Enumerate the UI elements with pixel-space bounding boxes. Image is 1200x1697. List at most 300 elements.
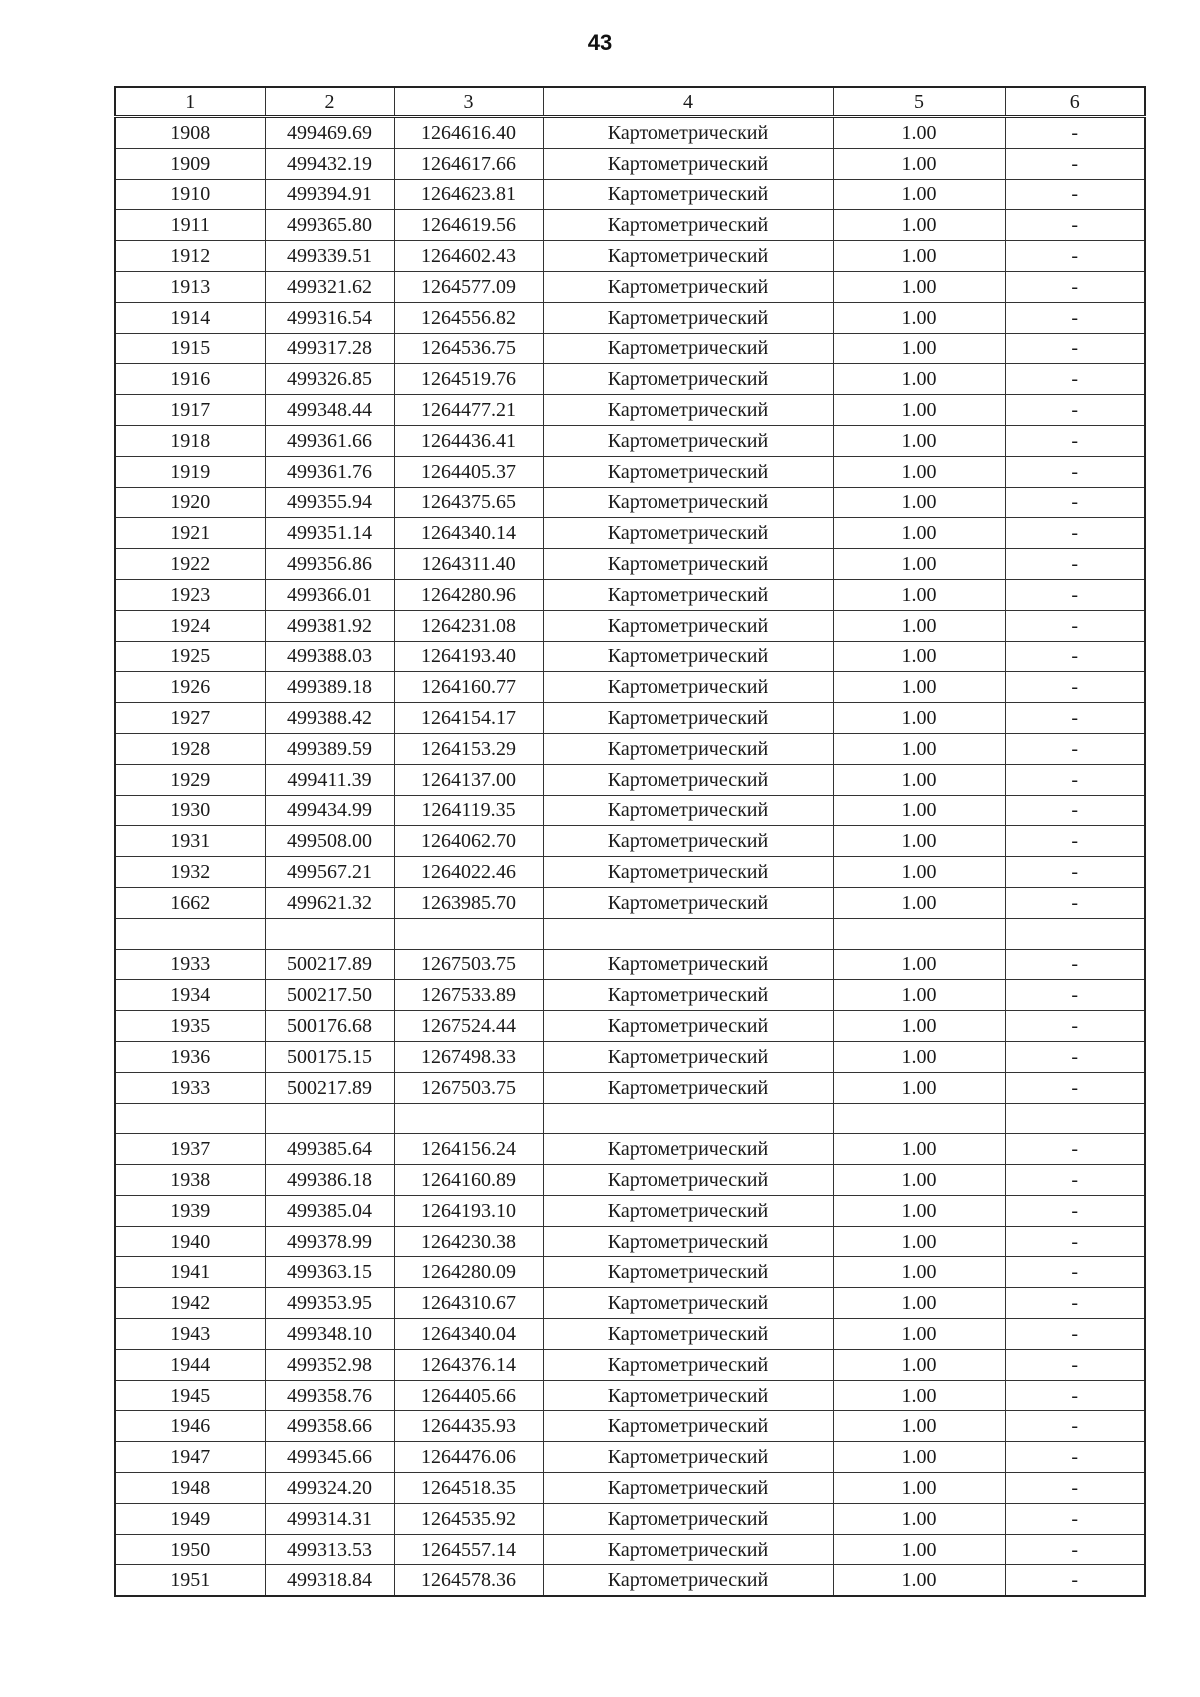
table-row	[115, 1503, 1145, 1534]
y-coordinate-cell	[394, 1103, 543, 1134]
method-cell: Картометрический	[543, 1134, 833, 1165]
accuracy-cell: 1.00	[833, 826, 1005, 857]
table-row	[115, 764, 1145, 795]
point-number-cell: 1924	[115, 610, 265, 641]
point-number-cell: 1946	[115, 1411, 265, 1442]
method-cell: Картометрический	[543, 826, 833, 857]
method-cell: Картометрический	[543, 395, 833, 426]
method-cell: Картометрический	[543, 1411, 833, 1442]
method-cell: Картометрический	[543, 1534, 833, 1565]
table-row	[115, 1534, 1145, 1565]
accuracy-cell: 1.00	[833, 179, 1005, 210]
x-coordinate-cell: 499339.51	[265, 241, 394, 272]
y-coordinate-cell: 1264153.29	[394, 733, 543, 764]
method-cell: Картометрический	[543, 179, 833, 210]
accuracy-cell: 1.00	[833, 795, 1005, 826]
description-cell: -	[1005, 1319, 1145, 1350]
table-row	[115, 641, 1145, 672]
x-coordinate-cell: 499389.18	[265, 672, 394, 703]
description-cell: -	[1005, 425, 1145, 456]
description-cell: -	[1005, 579, 1145, 610]
method-cell: Картометрический	[543, 672, 833, 703]
description-cell: -	[1005, 148, 1145, 179]
x-coordinate-cell: 499434.99	[265, 795, 394, 826]
y-coordinate-cell: 1264435.93	[394, 1411, 543, 1442]
x-coordinate-cell: 499345.66	[265, 1442, 394, 1473]
accuracy-cell: 1.00	[833, 302, 1005, 333]
table-row	[115, 1473, 1145, 1504]
x-coordinate-cell: 500176.68	[265, 1011, 394, 1042]
x-coordinate-cell: 499386.18	[265, 1165, 394, 1196]
description-cell: -	[1005, 549, 1145, 580]
accuracy-cell: 1.00	[833, 425, 1005, 456]
y-coordinate-cell: 1264137.00	[394, 764, 543, 795]
method-cell: Картометрический	[543, 148, 833, 179]
table-row	[115, 826, 1145, 857]
x-coordinate-cell: 499358.66	[265, 1411, 394, 1442]
table-row	[115, 949, 1145, 980]
accuracy-cell: 1.00	[833, 703, 1005, 734]
point-number-cell: 1947	[115, 1442, 265, 1473]
point-number-cell: 1938	[115, 1165, 265, 1196]
table-row	[115, 1319, 1145, 1350]
y-coordinate-cell: 1264376.14	[394, 1349, 543, 1380]
table-row	[115, 1195, 1145, 1226]
x-coordinate-cell: 499318.84	[265, 1565, 394, 1596]
accuracy-cell: 1.00	[833, 1534, 1005, 1565]
description-cell: -	[1005, 641, 1145, 672]
x-coordinate-cell: 499366.01	[265, 579, 394, 610]
method-cell: Картометрический	[543, 549, 833, 580]
x-coordinate-cell: 499365.80	[265, 210, 394, 241]
accuracy-cell: 1.00	[833, 333, 1005, 364]
accuracy-cell: 1.00	[833, 1319, 1005, 1350]
description-cell	[1005, 1103, 1145, 1134]
accuracy-cell: 1.00	[833, 148, 1005, 179]
y-coordinate-cell: 1264536.75	[394, 333, 543, 364]
point-number-cell: 1918	[115, 425, 265, 456]
table-row	[115, 364, 1145, 395]
accuracy-cell: 1.00	[833, 980, 1005, 1011]
accuracy-cell: 1.00	[833, 672, 1005, 703]
method-cell: Картометрический	[543, 1011, 833, 1042]
x-coordinate-cell: 499378.99	[265, 1226, 394, 1257]
point-number-cell: 1917	[115, 395, 265, 426]
y-coordinate-cell: 1264193.40	[394, 641, 543, 672]
method-cell: Картометрический	[543, 1380, 833, 1411]
description-cell: -	[1005, 1165, 1145, 1196]
accuracy-cell: 1.00	[833, 1411, 1005, 1442]
method-cell: Картометрический	[543, 456, 833, 487]
accuracy-cell: 1.00	[833, 210, 1005, 241]
x-coordinate-cell: 499356.86	[265, 549, 394, 580]
method-cell: Картометрический	[543, 487, 833, 518]
y-coordinate-cell: 1264340.14	[394, 518, 543, 549]
x-coordinate-cell: 499361.66	[265, 425, 394, 456]
y-coordinate-cell: 1264230.38	[394, 1226, 543, 1257]
accuracy-cell: 1.00	[833, 949, 1005, 980]
accuracy-cell: 1.00	[833, 1442, 1005, 1473]
point-number-cell: 1936	[115, 1041, 265, 1072]
accuracy-cell: 1.00	[833, 1288, 1005, 1319]
y-coordinate-cell: 1264556.82	[394, 302, 543, 333]
description-cell: -	[1005, 1195, 1145, 1226]
y-coordinate-cell: 1264619.56	[394, 210, 543, 241]
method-cell: Картометрический	[543, 579, 833, 610]
x-coordinate-cell: 499389.59	[265, 733, 394, 764]
method-cell: Картометрический	[543, 1072, 833, 1103]
table-row	[115, 1134, 1145, 1165]
description-cell: -	[1005, 703, 1145, 734]
description-cell	[1005, 918, 1145, 949]
method-cell: Картометрический	[543, 1226, 833, 1257]
method-cell: Картометрический	[543, 333, 833, 364]
x-coordinate-cell: 499411.39	[265, 764, 394, 795]
column-header: 3	[394, 87, 543, 117]
point-number-cell: 1928	[115, 733, 265, 764]
accuracy-cell: 1.00	[833, 1165, 1005, 1196]
accuracy-cell: 1.00	[833, 1011, 1005, 1042]
point-number-cell: 1916	[115, 364, 265, 395]
point-number-cell	[115, 918, 265, 949]
point-number-cell: 1934	[115, 980, 265, 1011]
table-row	[115, 302, 1145, 333]
description-cell: -	[1005, 1288, 1145, 1319]
method-cell: Картометрический	[543, 364, 833, 395]
point-number-cell: 1919	[115, 456, 265, 487]
y-coordinate-cell: 1264280.09	[394, 1257, 543, 1288]
y-coordinate-cell: 1264156.24	[394, 1134, 543, 1165]
point-number-cell: 1930	[115, 795, 265, 826]
method-cell: Картометрический	[543, 1473, 833, 1504]
accuracy-cell: 1.00	[833, 487, 1005, 518]
x-coordinate-cell: 499388.42	[265, 703, 394, 734]
table-row	[115, 1165, 1145, 1196]
accuracy-cell: 1.00	[833, 610, 1005, 641]
method-cell: Картометрический	[543, 117, 833, 149]
x-coordinate-cell: 500175.15	[265, 1041, 394, 1072]
table-row	[115, 456, 1145, 487]
description-cell: -	[1005, 826, 1145, 857]
method-cell: Картометрический	[543, 1565, 833, 1596]
y-coordinate-cell: 1264616.40	[394, 117, 543, 149]
x-coordinate-cell: 499353.95	[265, 1288, 394, 1319]
point-number-cell: 1922	[115, 549, 265, 580]
y-coordinate-cell: 1264311.40	[394, 549, 543, 580]
table-row	[115, 1011, 1145, 1042]
x-coordinate-cell: 499355.94	[265, 487, 394, 518]
point-number-cell: 1908	[115, 117, 265, 149]
y-coordinate-cell: 1267498.33	[394, 1041, 543, 1072]
description-cell: -	[1005, 395, 1145, 426]
point-number-cell: 1931	[115, 826, 265, 857]
y-coordinate-cell: 1264280.96	[394, 579, 543, 610]
table-row	[115, 703, 1145, 734]
point-number-cell: 1911	[115, 210, 265, 241]
table-row	[115, 610, 1145, 641]
table-row	[115, 795, 1145, 826]
description-cell: -	[1005, 487, 1145, 518]
point-number-cell	[115, 1103, 265, 1134]
point-number-cell: 1937	[115, 1134, 265, 1165]
table-row	[115, 1380, 1145, 1411]
y-coordinate-cell: 1264405.66	[394, 1380, 543, 1411]
accuracy-cell: 1.00	[833, 456, 1005, 487]
y-coordinate-cell: 1267503.75	[394, 949, 543, 980]
point-number-cell: 1920	[115, 487, 265, 518]
method-cell: Картометрический	[543, 764, 833, 795]
description-cell: -	[1005, 117, 1145, 149]
x-coordinate-cell: 499621.32	[265, 887, 394, 918]
y-coordinate-cell: 1267503.75	[394, 1072, 543, 1103]
description-cell: -	[1005, 1257, 1145, 1288]
description-cell: -	[1005, 1473, 1145, 1504]
point-number-cell: 1940	[115, 1226, 265, 1257]
y-coordinate-cell: 1263985.70	[394, 887, 543, 918]
description-cell: -	[1005, 518, 1145, 549]
accuracy-cell: 1.00	[833, 733, 1005, 764]
description-cell: -	[1005, 1442, 1145, 1473]
point-number-cell: 1935	[115, 1011, 265, 1042]
table-row	[115, 1072, 1145, 1103]
y-coordinate-cell	[394, 918, 543, 949]
method-cell: Картометрический	[543, 241, 833, 272]
x-coordinate-cell: 499361.76	[265, 456, 394, 487]
description-cell: -	[1005, 179, 1145, 210]
accuracy-cell: 1.00	[833, 1503, 1005, 1534]
point-number-cell: 1932	[115, 857, 265, 888]
column-header: 4	[543, 87, 833, 117]
column-header: 2	[265, 87, 394, 117]
y-coordinate-cell: 1264160.77	[394, 672, 543, 703]
y-coordinate-cell: 1264310.67	[394, 1288, 543, 1319]
description-cell: -	[1005, 672, 1145, 703]
y-coordinate-cell: 1264193.10	[394, 1195, 543, 1226]
accuracy-cell: 1.00	[833, 857, 1005, 888]
table-row	[115, 672, 1145, 703]
y-coordinate-cell: 1264405.37	[394, 456, 543, 487]
x-coordinate-cell: 499352.98	[265, 1349, 394, 1380]
x-coordinate-cell	[265, 918, 394, 949]
table-row	[115, 1411, 1145, 1442]
accuracy-cell: 1.00	[833, 1072, 1005, 1103]
x-coordinate-cell	[265, 1103, 394, 1134]
table-row	[115, 271, 1145, 302]
accuracy-cell: 1.00	[833, 579, 1005, 610]
description-cell: -	[1005, 333, 1145, 364]
description-cell: -	[1005, 1011, 1145, 1042]
y-coordinate-cell: 1267533.89	[394, 980, 543, 1011]
description-cell: -	[1005, 764, 1145, 795]
x-coordinate-cell: 499469.69	[265, 117, 394, 149]
y-coordinate-cell: 1264231.08	[394, 610, 543, 641]
accuracy-cell: 1.00	[833, 1195, 1005, 1226]
accuracy-cell: 1.00	[833, 1257, 1005, 1288]
table-row	[115, 241, 1145, 272]
x-coordinate-cell: 499317.28	[265, 333, 394, 364]
x-coordinate-cell: 499394.91	[265, 179, 394, 210]
method-cell: Картометрический	[543, 1503, 833, 1534]
accuracy-cell: 1.00	[833, 518, 1005, 549]
method-cell: Картометрический	[543, 1442, 833, 1473]
x-coordinate-cell: 500217.89	[265, 1072, 394, 1103]
y-coordinate-cell: 1264577.09	[394, 271, 543, 302]
method-cell	[543, 1103, 833, 1134]
accuracy-cell: 1.00	[833, 271, 1005, 302]
point-number-cell: 1939	[115, 1195, 265, 1226]
point-number-cell: 1941	[115, 1257, 265, 1288]
table-row	[115, 1442, 1145, 1473]
accuracy-cell: 1.00	[833, 1349, 1005, 1380]
method-cell: Картометрический	[543, 1195, 833, 1226]
table-separator-row	[115, 918, 1145, 949]
table-row	[115, 487, 1145, 518]
x-coordinate-cell: 499432.19	[265, 148, 394, 179]
column-header: 5	[833, 87, 1005, 117]
point-number-cell: 1950	[115, 1534, 265, 1565]
method-cell: Картометрический	[543, 1041, 833, 1072]
method-cell: Картометрический	[543, 795, 833, 826]
description-cell: -	[1005, 1134, 1145, 1165]
x-coordinate-cell: 499326.85	[265, 364, 394, 395]
method-cell: Картометрический	[543, 857, 833, 888]
method-cell: Картометрический	[543, 980, 833, 1011]
y-coordinate-cell: 1264436.41	[394, 425, 543, 456]
coordinates-table	[114, 86, 1146, 1597]
point-number-cell: 1944	[115, 1349, 265, 1380]
description-cell: -	[1005, 1565, 1145, 1596]
y-coordinate-cell: 1264557.14	[394, 1534, 543, 1565]
table-row	[115, 1288, 1145, 1319]
description-cell: -	[1005, 610, 1145, 641]
description-cell: -	[1005, 980, 1145, 1011]
x-coordinate-cell: 499348.10	[265, 1319, 394, 1350]
y-coordinate-cell: 1264119.35	[394, 795, 543, 826]
accuracy-cell: 1.00	[833, 887, 1005, 918]
description-cell: -	[1005, 1041, 1145, 1072]
table-row	[115, 1041, 1145, 1072]
table-row	[115, 179, 1145, 210]
x-coordinate-cell: 499388.03	[265, 641, 394, 672]
y-coordinate-cell: 1264154.17	[394, 703, 543, 734]
method-cell: Картометрический	[543, 1349, 833, 1380]
accuracy-cell: 1.00	[833, 241, 1005, 272]
point-number-cell: 1925	[115, 641, 265, 672]
point-number-cell: 1945	[115, 1380, 265, 1411]
point-number-cell: 1948	[115, 1473, 265, 1504]
point-number-cell: 1933	[115, 949, 265, 980]
table-row	[115, 733, 1145, 764]
x-coordinate-cell: 499324.20	[265, 1473, 394, 1504]
y-coordinate-cell: 1264519.76	[394, 364, 543, 395]
description-cell: -	[1005, 887, 1145, 918]
description-cell: -	[1005, 1411, 1145, 1442]
page-number: 43	[587, 30, 613, 55]
method-cell: Картометрический	[543, 302, 833, 333]
y-coordinate-cell: 1264375.65	[394, 487, 543, 518]
accuracy-cell: 1.00	[833, 1226, 1005, 1257]
description-cell: -	[1005, 1534, 1145, 1565]
x-coordinate-cell: 499351.14	[265, 518, 394, 549]
description-cell: -	[1005, 456, 1145, 487]
method-cell: Картометрический	[543, 1319, 833, 1350]
x-coordinate-cell: 499567.21	[265, 857, 394, 888]
point-number-cell: 1910	[115, 179, 265, 210]
x-coordinate-cell: 499385.04	[265, 1195, 394, 1226]
y-coordinate-cell: 1264617.66	[394, 148, 543, 179]
x-coordinate-cell: 500217.89	[265, 949, 394, 980]
point-number-cell: 1913	[115, 271, 265, 302]
point-number-cell: 1926	[115, 672, 265, 703]
table-body	[115, 87, 1145, 1596]
method-cell: Картометрический	[543, 1257, 833, 1288]
method-cell: Картометрический	[543, 210, 833, 241]
table-row	[115, 333, 1145, 364]
point-number-cell: 1933	[115, 1072, 265, 1103]
table-row	[115, 395, 1145, 426]
table-row	[115, 887, 1145, 918]
table-separator-row	[115, 1103, 1145, 1134]
table-row	[115, 857, 1145, 888]
method-cell: Картометрический	[543, 425, 833, 456]
method-cell: Картометрический	[543, 733, 833, 764]
x-coordinate-cell: 499508.00	[265, 826, 394, 857]
y-coordinate-cell: 1264062.70	[394, 826, 543, 857]
point-number-cell: 1662	[115, 887, 265, 918]
y-coordinate-cell: 1267524.44	[394, 1011, 543, 1042]
column-header: 6	[1005, 87, 1145, 117]
point-number-cell: 1915	[115, 333, 265, 364]
y-coordinate-cell: 1264340.04	[394, 1319, 543, 1350]
table-row	[115, 425, 1145, 456]
x-coordinate-cell: 499385.64	[265, 1134, 394, 1165]
x-coordinate-cell: 499358.76	[265, 1380, 394, 1411]
description-cell: -	[1005, 364, 1145, 395]
accuracy-cell: 1.00	[833, 1473, 1005, 1504]
table-row	[115, 579, 1145, 610]
table-row	[115, 117, 1145, 149]
accuracy-cell: 1.00	[833, 764, 1005, 795]
x-coordinate-cell: 499313.53	[265, 1534, 394, 1565]
accuracy-cell	[833, 918, 1005, 949]
point-number-cell: 1927	[115, 703, 265, 734]
accuracy-cell: 1.00	[833, 641, 1005, 672]
table-row	[115, 1565, 1145, 1596]
accuracy-cell: 1.00	[833, 1380, 1005, 1411]
point-number-cell: 1909	[115, 148, 265, 179]
y-coordinate-cell: 1264535.92	[394, 1503, 543, 1534]
y-coordinate-cell: 1264518.35	[394, 1473, 543, 1504]
y-coordinate-cell: 1264602.43	[394, 241, 543, 272]
description-cell: -	[1005, 271, 1145, 302]
description-cell: -	[1005, 210, 1145, 241]
table-row	[115, 1349, 1145, 1380]
description-cell: -	[1005, 1226, 1145, 1257]
y-coordinate-cell: 1264578.36	[394, 1565, 543, 1596]
method-cell: Картометрический	[543, 949, 833, 980]
description-cell: -	[1005, 857, 1145, 888]
table-row	[115, 1257, 1145, 1288]
point-number-cell: 1951	[115, 1565, 265, 1596]
table-row	[115, 518, 1145, 549]
table-row	[115, 210, 1145, 241]
x-coordinate-cell: 499316.54	[265, 302, 394, 333]
method-cell: Картометрический	[543, 1165, 833, 1196]
point-number-cell: 1943	[115, 1319, 265, 1350]
method-cell: Картометрический	[543, 271, 833, 302]
point-number-cell: 1912	[115, 241, 265, 272]
accuracy-cell: 1.00	[833, 117, 1005, 149]
